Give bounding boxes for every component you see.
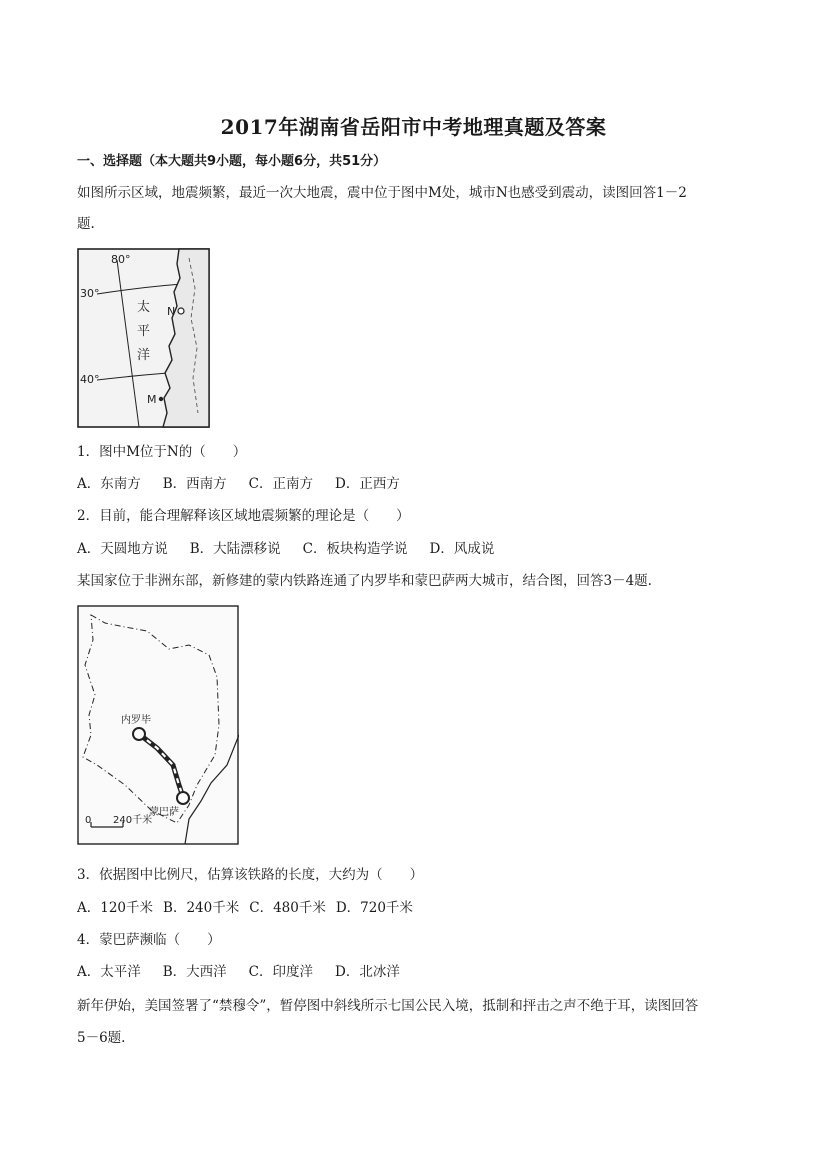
map2-mombasa-dot xyxy=(177,792,189,804)
q3-option-d: D．720千米 xyxy=(335,900,413,916)
intro-1-line-2: 题. xyxy=(77,216,95,232)
question-3-options xyxy=(77,899,435,917)
map1-ocean-char-1: 太 xyxy=(137,300,151,315)
q2-option-d: D．风成说 xyxy=(429,541,495,557)
question-1-stem: 1．图中M位于N的（ ） xyxy=(77,444,247,460)
map2-scale-zero: 0 xyxy=(85,815,92,826)
q4-option-b: B．大西洋 xyxy=(162,964,227,980)
question-4-options xyxy=(77,963,422,981)
q3-option-a: A．120千米 xyxy=(77,900,154,916)
map1-epicenter-m-label: M xyxy=(147,393,157,406)
map2-nairobi-label: 内罗毕 xyxy=(121,715,151,726)
q4-option-a: A．太平洋 xyxy=(77,964,141,980)
map-pacific-coast xyxy=(77,248,210,428)
map1-lon-label: 80° xyxy=(111,253,131,266)
map-kenya-railway xyxy=(77,605,239,845)
q2-option-a: A．天圆地方说 xyxy=(77,541,168,557)
map1-city-n-dot xyxy=(178,308,184,314)
map1-city-n-label: N xyxy=(167,305,176,318)
q2-option-b: B．大陆漂移说 xyxy=(189,541,281,557)
intro-3-line-2: 5－6题. xyxy=(77,1030,126,1046)
question-3-stem: 3．依据图中比例尺，估算该铁路的长度，大约为（ ） xyxy=(77,867,424,883)
question-2-stem: 2．目前，能合理解释该区域地震频繁的理论是（ ） xyxy=(77,508,410,524)
q3-option-b: B．240千米 xyxy=(163,900,240,916)
question-1-options xyxy=(77,475,422,493)
q1-option-b: B．西南方 xyxy=(162,476,227,492)
q1-option-d: D．正西方 xyxy=(335,476,400,492)
section-heading: 一、选择题（本大题共9小题，每小题6分，共51分） xyxy=(77,154,387,169)
page-title: 2017年湖南省岳阳市中考地理真题及答案 xyxy=(220,115,607,139)
q3-option-c: C．480千米 xyxy=(249,900,326,916)
map1-lat40-label: 40° xyxy=(80,373,100,386)
map2-nairobi-dot xyxy=(133,728,145,740)
map1-lat30-label: 30° xyxy=(80,287,100,300)
intro-1-line-1: 如图所示区域，地震频繁，最近一次大地震，震中位于图中M处，城市N也感受到震动，读图回答1－2 xyxy=(77,185,687,201)
map2-scale-label: 240千米 xyxy=(113,815,153,826)
q4-option-d: D．北冰洋 xyxy=(335,964,400,980)
intro-2: 某国家位于非洲东部，新修建的蒙内铁路连通了内罗毕和蒙巴萨两大城市，结合图，回答3－4题. xyxy=(77,573,652,589)
question-4-stem: 4．蒙巴萨濒临（ ） xyxy=(77,932,221,948)
map2-mombasa-label: 蒙巴萨 xyxy=(149,807,179,818)
map1-ocean-char-3: 洋 xyxy=(137,348,151,363)
q2-option-c: C．板块构造学说 xyxy=(302,541,408,557)
map1-epicenter-m-dot xyxy=(159,397,163,401)
q1-option-c: C．正南方 xyxy=(248,476,314,492)
map1-ocean-char-2: 平 xyxy=(137,324,151,339)
q4-option-c: C．印度洋 xyxy=(248,964,314,980)
question-2-options xyxy=(77,540,516,558)
q1-option-a: A．东南方 xyxy=(77,476,141,492)
intro-3-line-1: 新年伊始，美国签署了“禁穆令”，暂停图中斜线所示七国公民入境，抵制和抨击之声不绝于耳，读图回答 xyxy=(77,998,699,1014)
